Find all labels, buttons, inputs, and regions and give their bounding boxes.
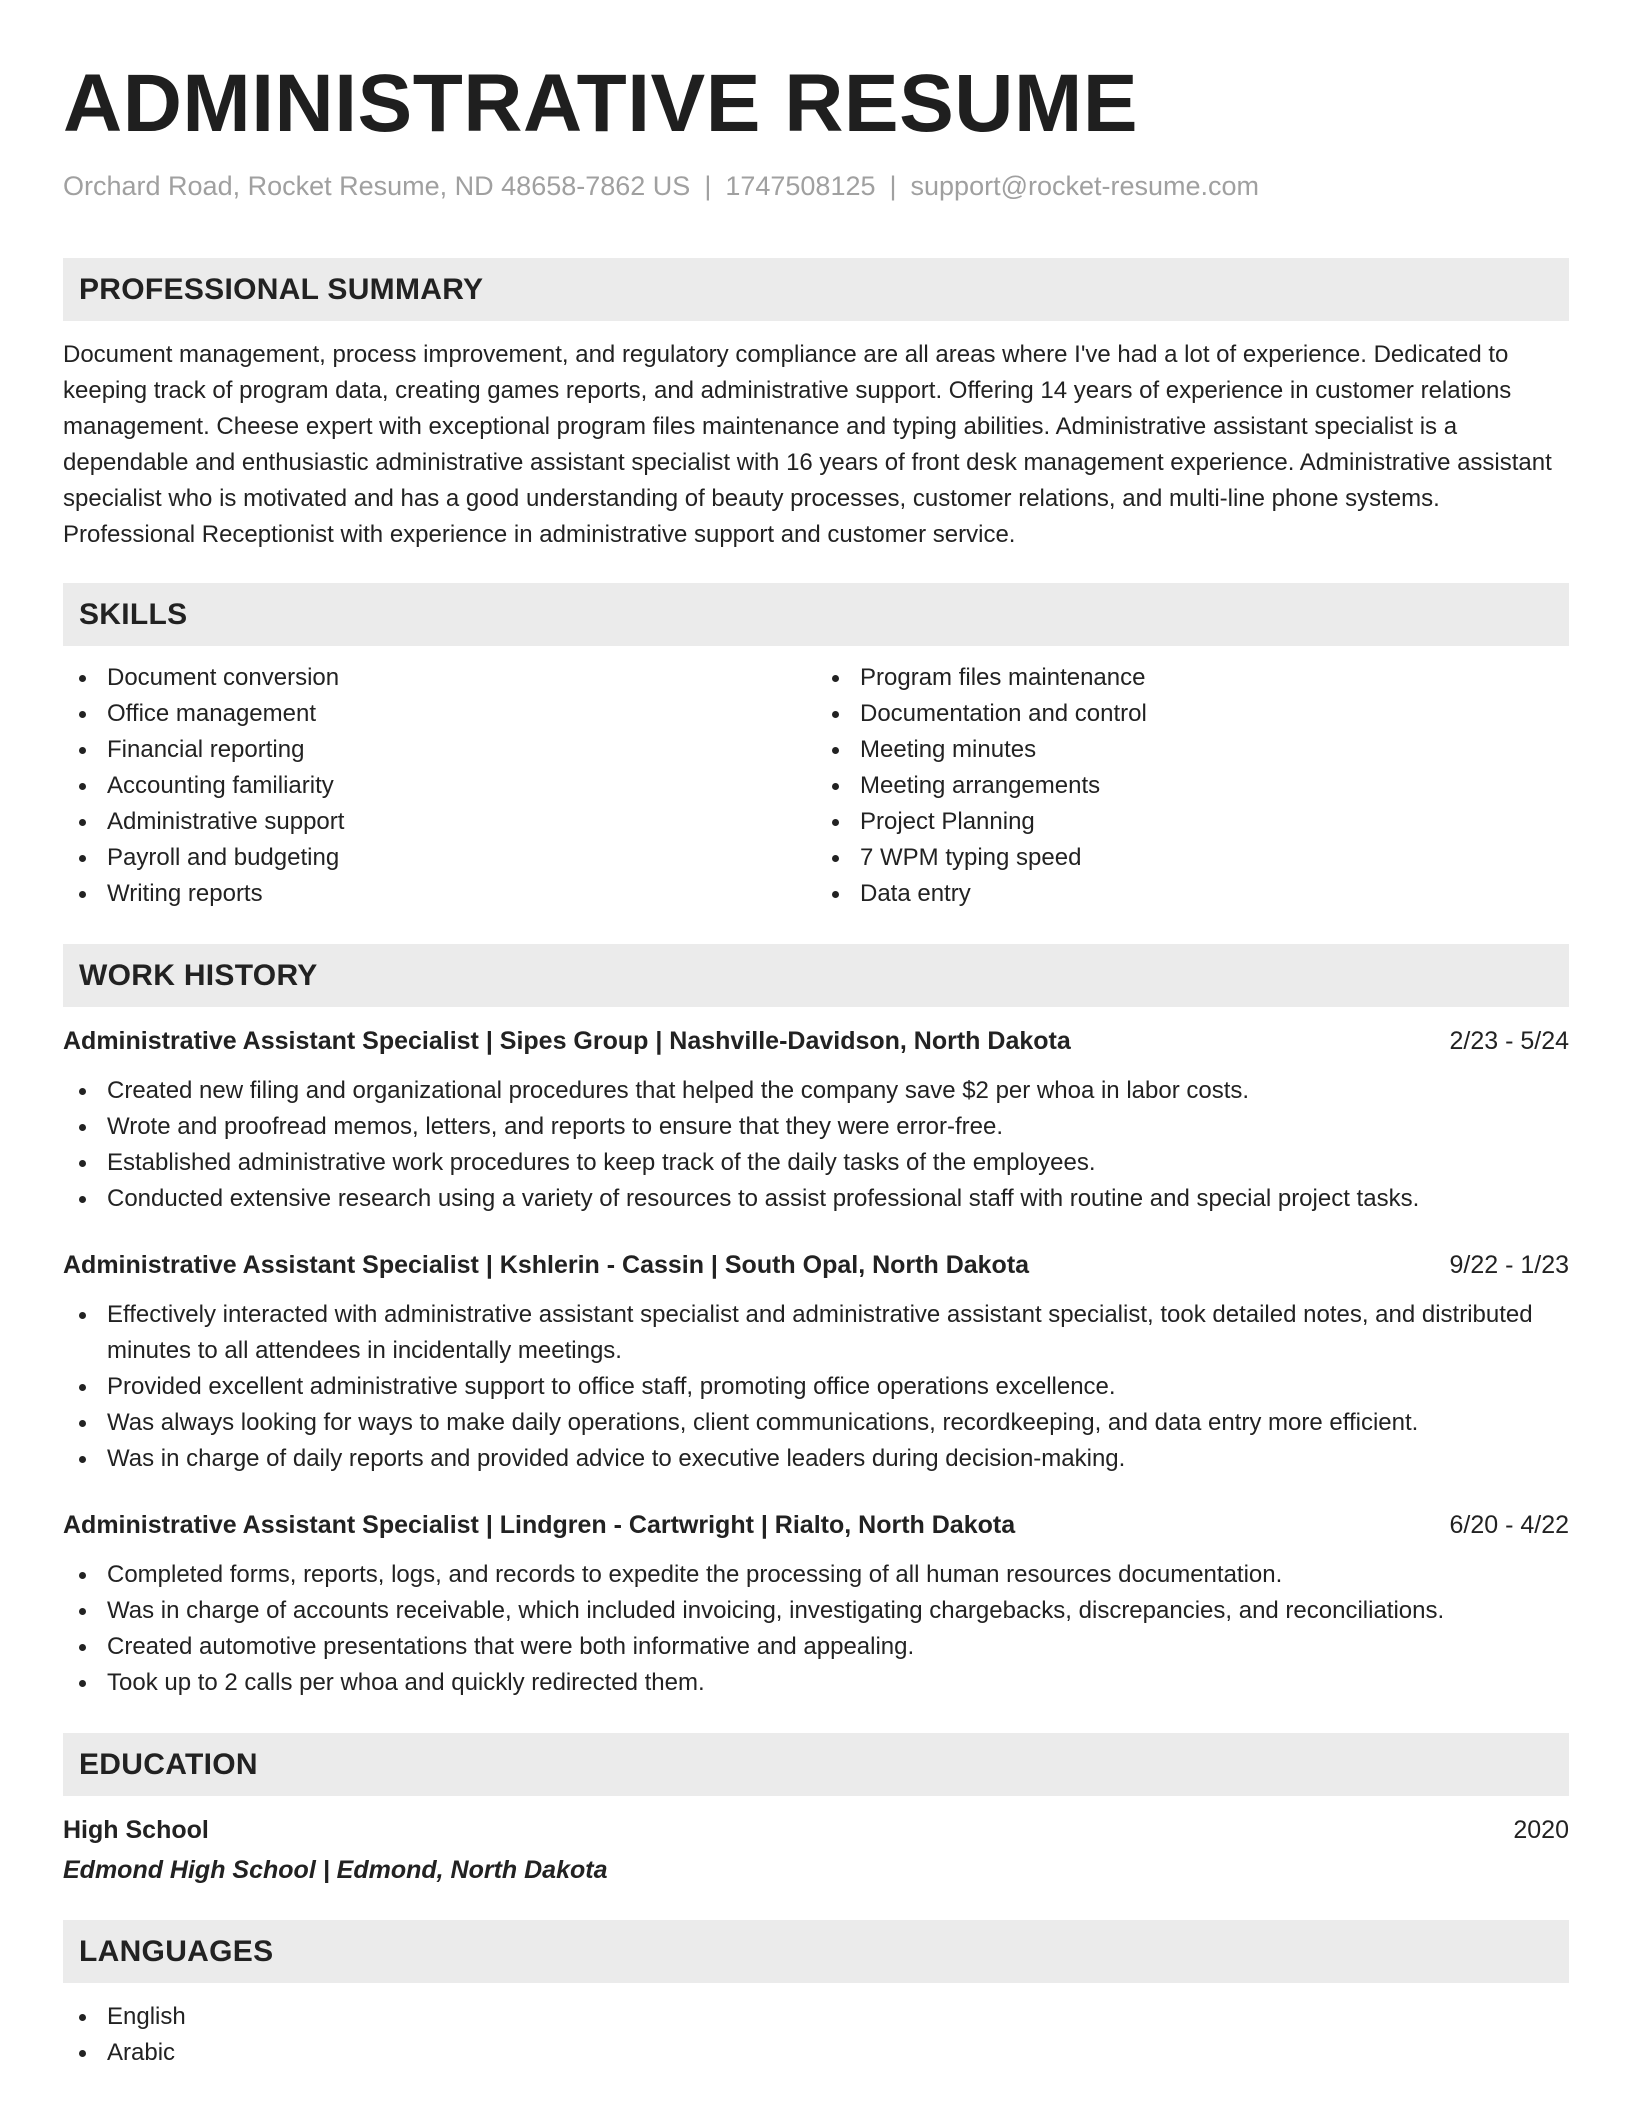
job-bullet: Provided excellent administrative support to office staff, promoting office operations excellence. — [63, 1369, 1569, 1405]
skill-item: Payroll and budgeting — [63, 840, 816, 876]
education-degree: High School — [63, 1816, 209, 1844]
skill-item: Program files maintenance — [816, 660, 1569, 696]
skill-item: Meeting arrangements — [816, 768, 1569, 804]
job-entry — [63, 1507, 1569, 1701]
skill-item: 7 WPM typing speed — [816, 840, 1569, 876]
separator: | — [704, 171, 712, 201]
summary-text: Document management, process improvement, and regulatory compliance are all areas where I've had a lot of experience. Dedicated to keeping track of program data, creating games reports, and administrative support. Offering 14 years of experience in customer relations management. Cheese expert with exceptional program files maintenance and typing abilities. Administrative assistant specialist is a dependable and enthusiastic administrative assistant specialist with 16 years of front desk management experience. Administrative assistant specialist who is motivated and has a good understanding of beauty processes, customer relations, and multi-line phone systems. Professional Receptionist with experience in administrative support and customer service. — [63, 341, 1552, 548]
skill-item: Data entry — [816, 876, 1569, 912]
contact-line — [63, 168, 1569, 204]
section-heading-work-history: WORK HISTORY — [63, 944, 1569, 1007]
skill-item: Financial reporting — [63, 732, 816, 768]
job-title: Administrative Assistant Specialist | Lindgren - Cartwright | Rialto, North Dakota — [63, 1511, 1016, 1539]
section-heading-languages: LANGUAGES — [63, 1920, 1569, 1983]
job-bullet: Completed forms, reports, logs, and records to expedite the processing of all human resources documentation. — [63, 1557, 1569, 1593]
job-title: Administrative Assistant Specialist | Kshlerin - Cassin | South Opal, North Dakota — [63, 1251, 1030, 1279]
job-bullets — [63, 1073, 1569, 1217]
education-year: 2020 — [1513, 1816, 1569, 1844]
skill-item: Accounting familiarity — [63, 768, 816, 804]
job-bullet: Effectively interacted with administrative assistant specialist and administrative assistant specialist, took detailed notes, and distributed minutes to all attendees in incidentally meetings. — [63, 1297, 1569, 1369]
resume-title: ADMINISTRATIVE RESUME — [63, 58, 1139, 149]
job-dates: 2/23 - 5/24 — [1449, 1027, 1569, 1055]
job-bullet: Was in charge of daily reports and provided advice to executive leaders during decision-making. — [63, 1441, 1569, 1477]
education-header — [63, 1812, 1569, 1848]
job-bullet: Wrote and proofread memos, letters, and reports to ensure that they were error-free. — [63, 1109, 1569, 1145]
job-bullet: Created new filing and organizational procedures that helped the company save $2 per whoa in labor costs. — [63, 1073, 1569, 1109]
skills-list — [63, 660, 1569, 912]
job-header — [63, 1507, 1569, 1543]
job-title: Administrative Assistant Specialist | Sipes Group | Nashville-Davidson, North Dakota — [63, 1027, 1071, 1055]
address: Orchard Road, Rocket Resume, ND 48658-7862 US — [63, 171, 691, 201]
job-entry — [63, 1023, 1569, 1217]
job-dates: 9/22 - 1/23 — [1449, 1251, 1569, 1279]
language-item: English — [63, 1999, 1569, 2035]
job-bullet: Created automotive presentations that were both informative and appealing. — [63, 1629, 1569, 1665]
job-entry — [63, 1247, 1569, 1477]
job-bullet: Was always looking for ways to make daily operations, client communications, recordkeeping, and data entry more efficient. — [63, 1405, 1569, 1441]
education-entry — [63, 1812, 1569, 1888]
languages-list — [63, 1999, 1569, 2071]
job-header — [63, 1247, 1569, 1283]
section-heading-summary: PROFESSIONAL SUMMARY — [63, 258, 1569, 321]
job-header — [63, 1023, 1569, 1059]
section-heading-skills: SKILLS — [63, 583, 1569, 646]
phone: 1747508125 — [725, 171, 876, 201]
job-bullets — [63, 1557, 1569, 1701]
language-item: Arabic — [63, 2035, 1569, 2071]
section-heading-education: EDUCATION — [63, 1733, 1569, 1796]
job-dates: 6/20 - 4/22 — [1449, 1511, 1569, 1539]
job-bullet: Established administrative work procedures to keep track of the daily tasks of the employees. — [63, 1145, 1569, 1181]
job-bullet: Conducted extensive research using a variety of resources to assist professional staff with routine and special project tasks. — [63, 1181, 1569, 1217]
skill-item: Writing reports — [63, 876, 816, 912]
separator: | — [889, 171, 897, 201]
job-bullets — [63, 1297, 1569, 1477]
skill-item: Office management — [63, 696, 816, 732]
skills-column-left — [63, 660, 816, 912]
skill-item: Documentation and control — [816, 696, 1569, 732]
skills-column-right — [816, 660, 1569, 912]
skill-item: Meeting minutes — [816, 732, 1569, 768]
skill-item: Document conversion — [63, 660, 816, 696]
job-bullet: Was in charge of accounts receivable, which included invoicing, investigating chargebacks, discrepancies, and reconciliations. — [63, 1593, 1569, 1629]
email-link[interactable]: support@rocket-resume.com — [910, 171, 1260, 201]
education-school: Edmond High School | Edmond, North Dakota — [63, 1856, 608, 1884]
skill-item: Project Planning — [816, 804, 1569, 840]
job-bullet: Took up to 2 calls per whoa and quickly redirected them. — [63, 1665, 1569, 1701]
skill-item: Administrative support — [63, 804, 816, 840]
